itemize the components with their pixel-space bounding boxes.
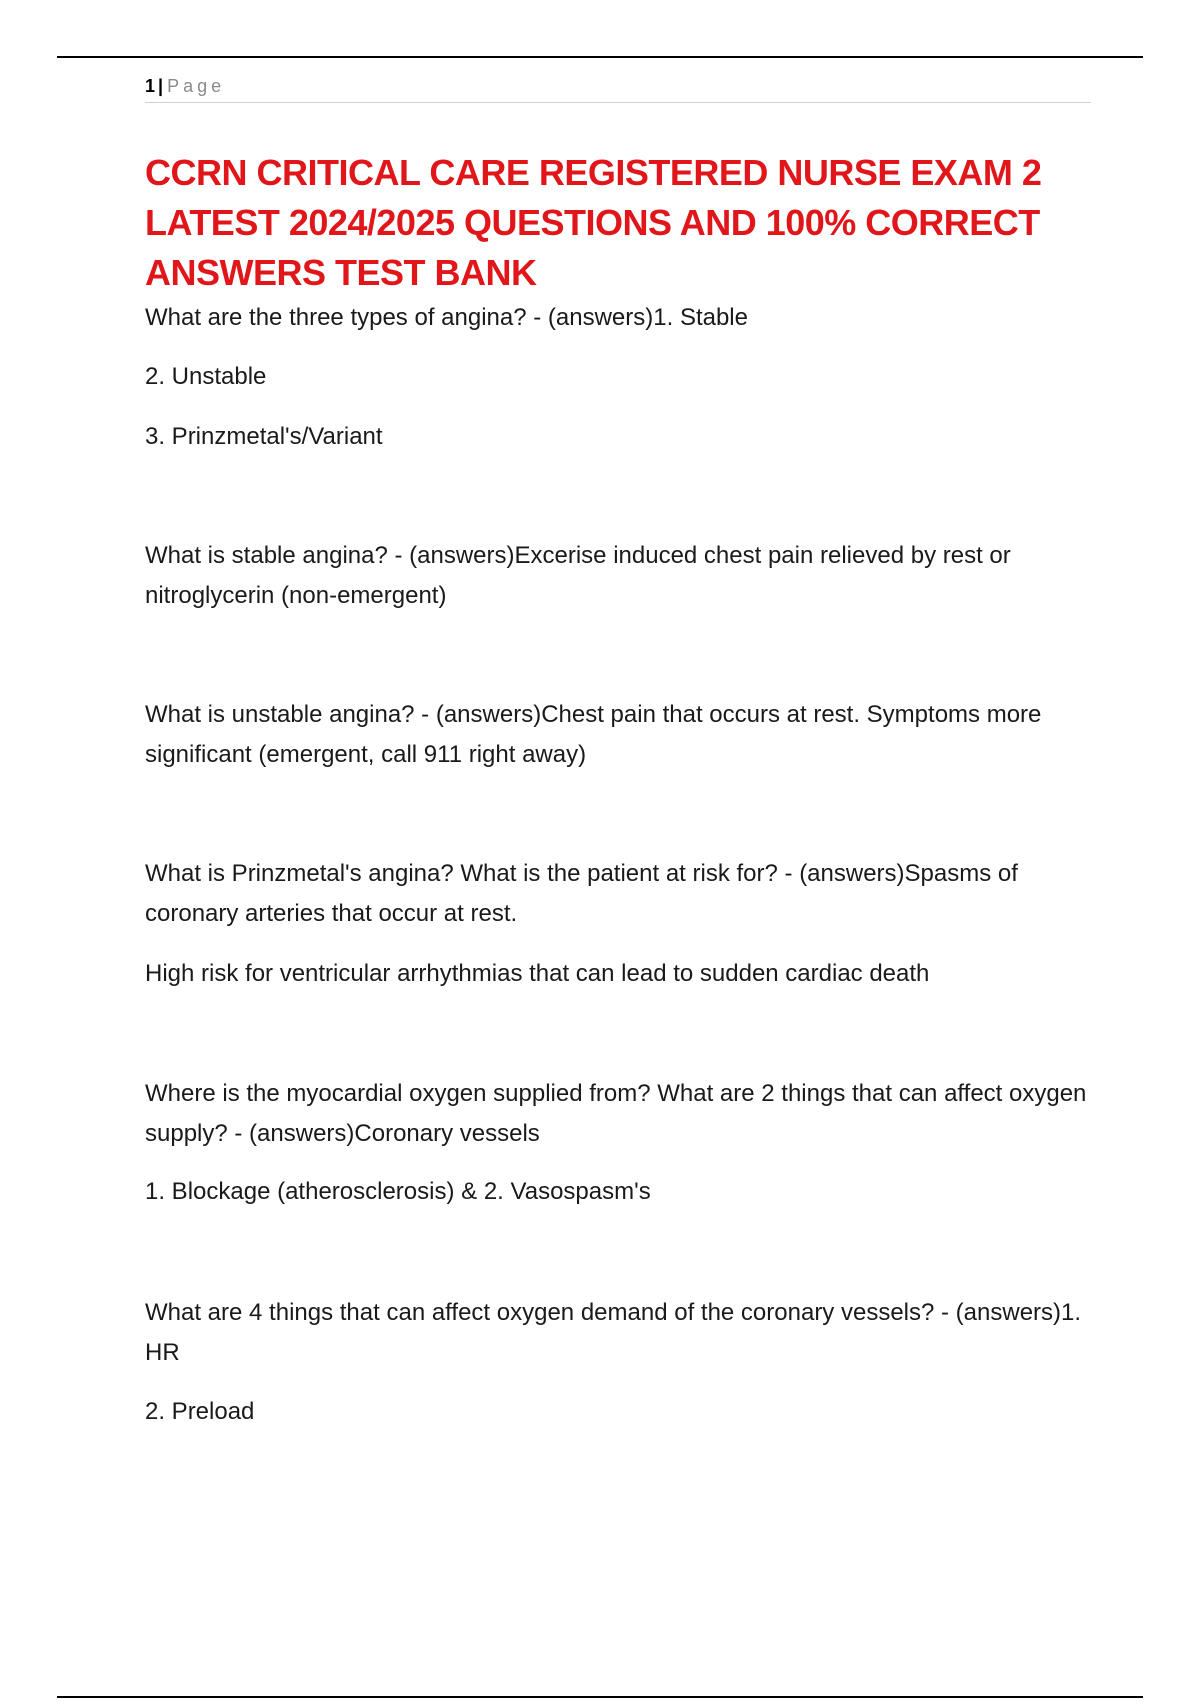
page-number: 1 [145, 76, 156, 96]
question-prinzmetal-angina: What is Prinzmetal's angina? What is the patient at risk for? - (answers)Spasms of coronary arteries that occur at rest. [145, 860, 1018, 927]
page-separator: | [158, 76, 164, 96]
bottom-rule [57, 1696, 1143, 1698]
page-label: Page [167, 76, 226, 96]
question-oxygen-supply: Where is the myocardial oxygen supplied from? What are 2 things that can affect oxygen supply? - (answers)Coronary vessels [145, 1080, 1087, 1147]
question-unstable-angina: What is unstable angina? - (answers)Chest pain that occurs at rest. Symptoms more significant (emergent, call 911 right away) [145, 701, 1042, 768]
answer-line-preload: 2. Preload [145, 1398, 255, 1425]
page-header [145, 74, 1091, 103]
answer-line-high-risk: High risk for ventricular arrhythmias that can lead to sudden cardiac death [145, 960, 930, 987]
question-oxygen-demand: What are 4 things that can affect oxygen demand of the coronary vessels? - (answers)1. HR [145, 1299, 1082, 1366]
answer-line-blockage: 1. Blockage (atherosclerosis) & 2. Vasospasm's [145, 1178, 651, 1205]
question-types-of-angina: What are the three types of angina? - (answers)1. Stable [145, 304, 748, 331]
answer-line-unstable: 2. Unstable [145, 363, 267, 390]
document-body [145, 148, 1090, 1432]
question-stable-angina: What is stable angina? - (answers)Excerise induced chest pain relieved by rest or nitroglycerin (non-emergent) [145, 542, 1011, 609]
document-title: CCRN CRITICAL CARE REGISTERED NURSE EXAM 2 LATEST 2024/2025 QUESTIONS AND 100% CORRECT ANSWERS TEST BANK [145, 152, 1042, 293]
top-rule [57, 56, 1143, 58]
answer-line-prinzmetal: 3. Prinzmetal's/Variant [145, 423, 383, 450]
